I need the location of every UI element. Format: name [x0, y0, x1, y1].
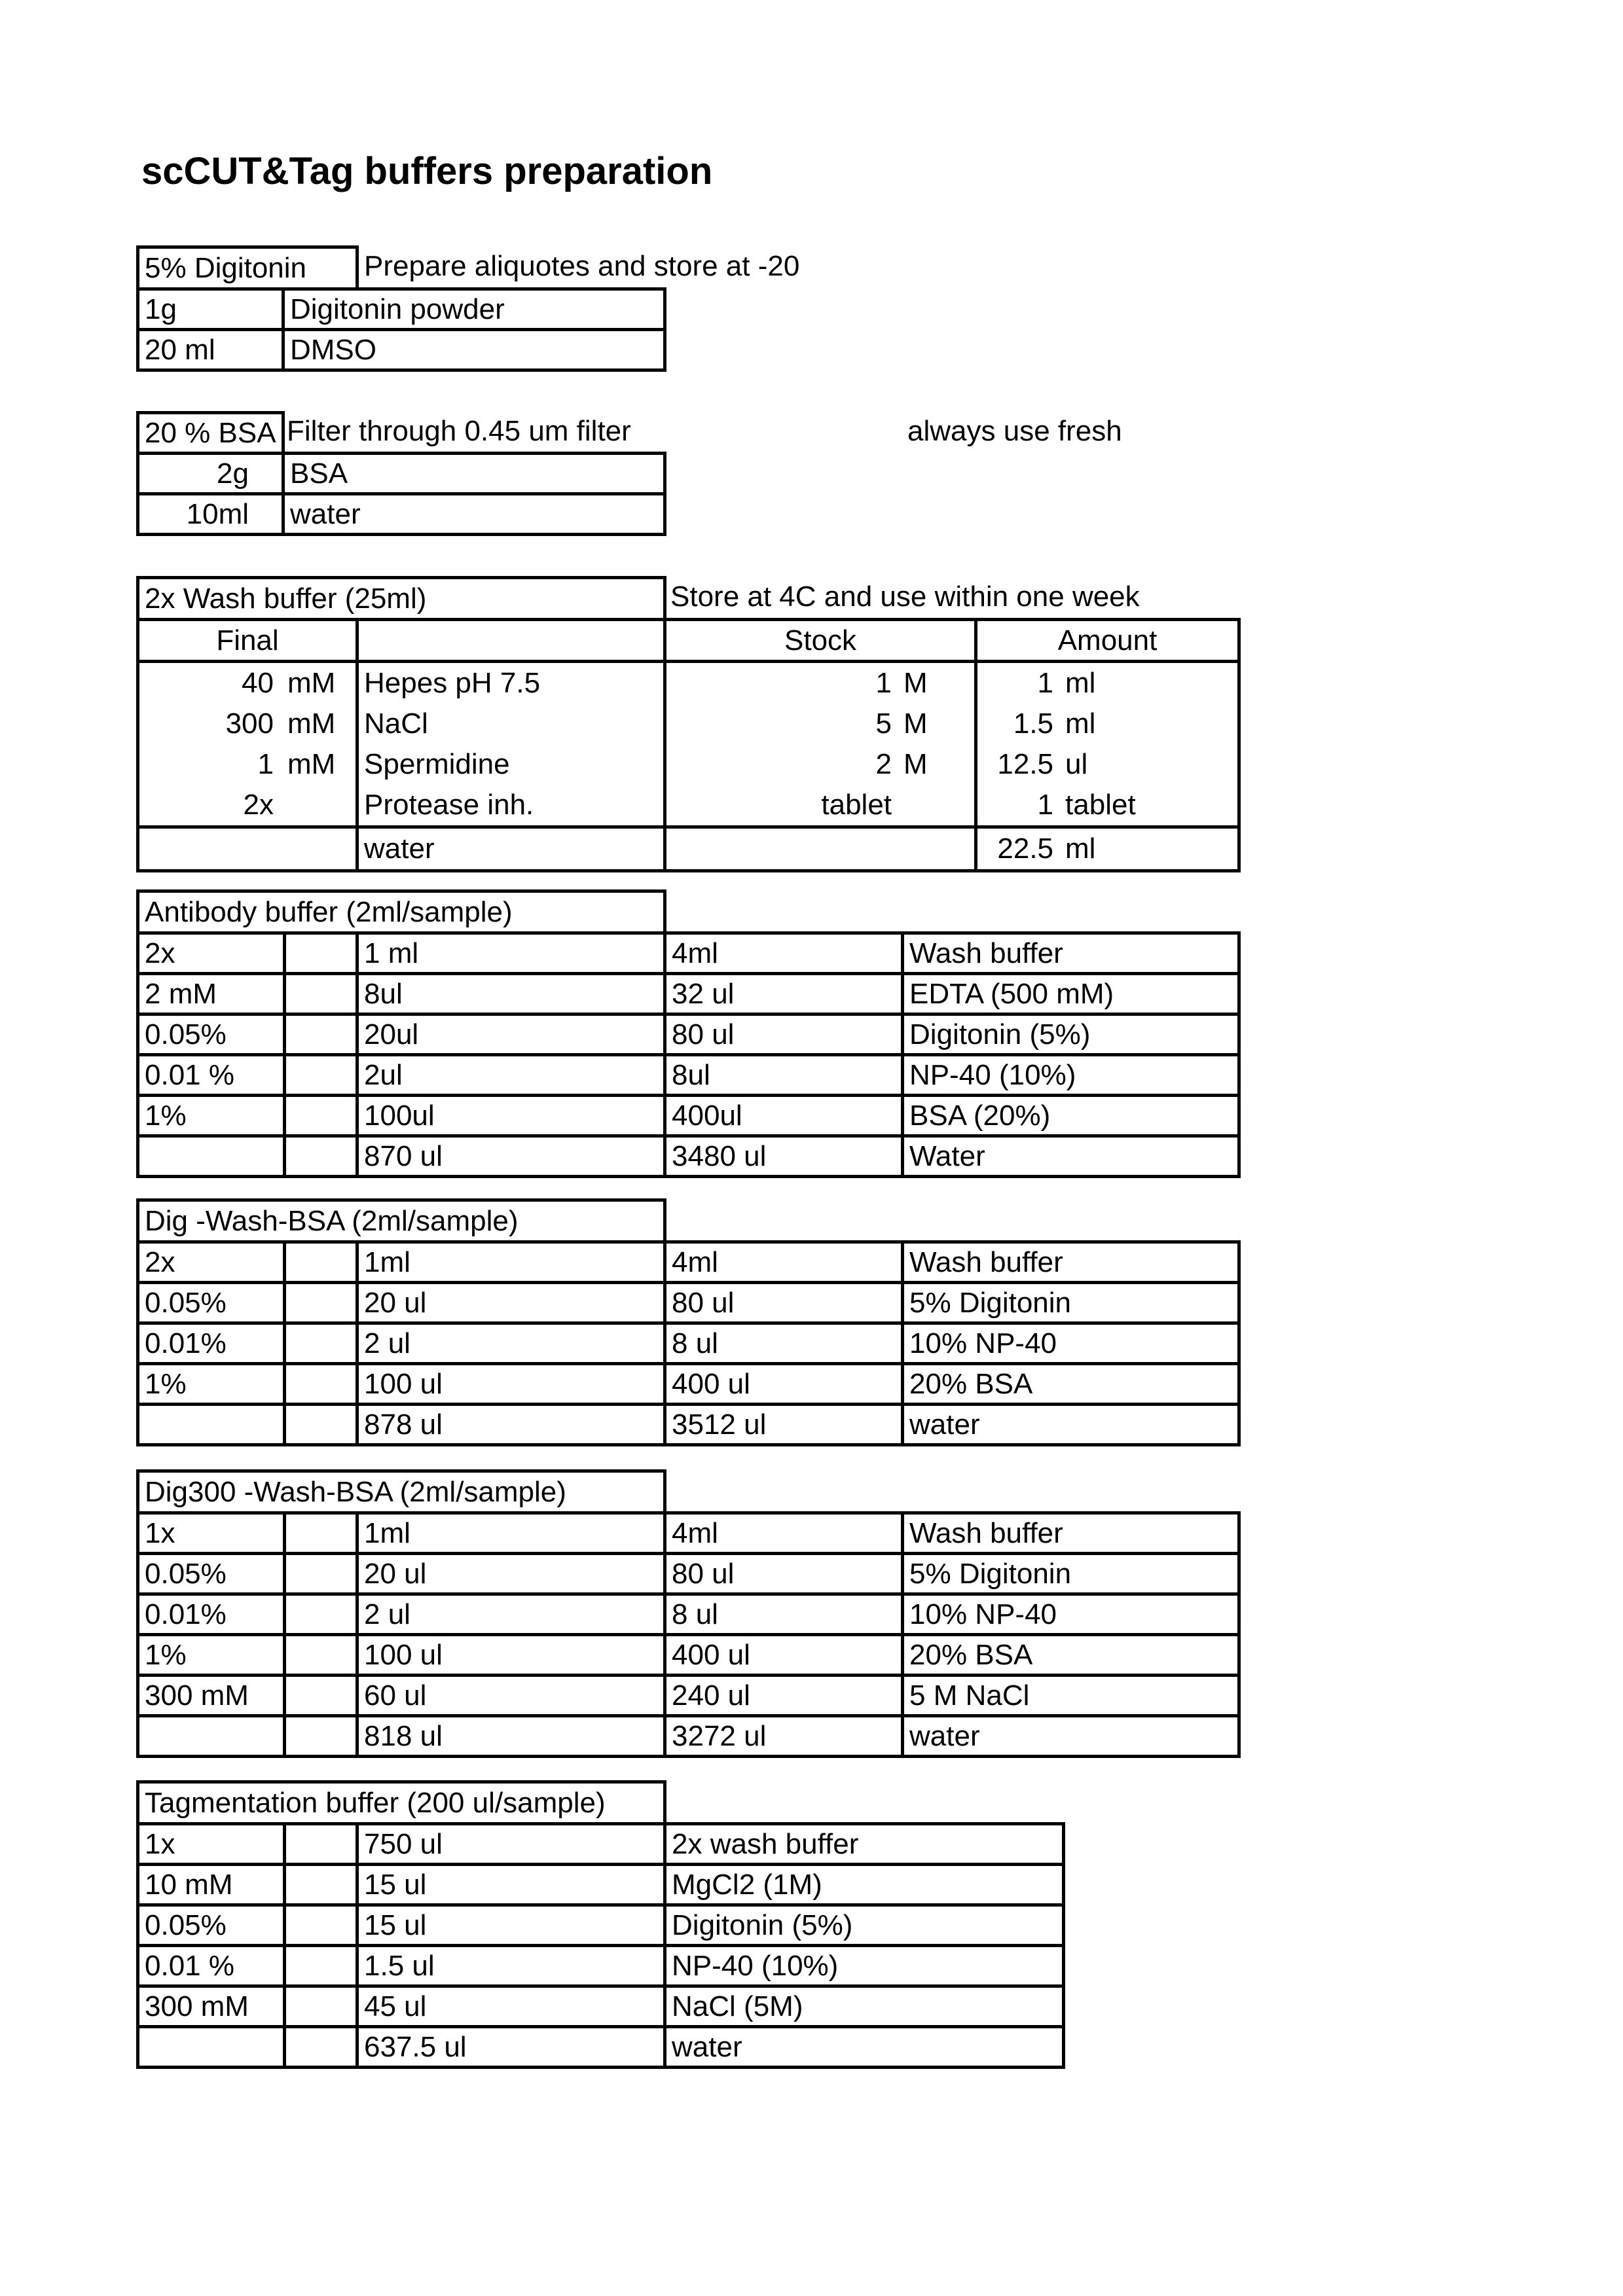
- cell-vol-4x: 400 ul: [665, 1364, 903, 1405]
- table-row: [138, 827, 1239, 871]
- table-title-cell: 2x Wash buffer (25ml): [138, 578, 665, 620]
- table-title-cell: Tagmentation buffer (200 ul/sample): [138, 1782, 665, 1824]
- amount-unit: tablet: [1065, 789, 1136, 821]
- table-row: [138, 1824, 1064, 1865]
- cell-reagent: Water: [903, 1136, 1239, 1177]
- table-row: [138, 1513, 1239, 1554]
- stock-value: tablet: [821, 789, 892, 821]
- cell-reagent: 20% BSA: [903, 1364, 1239, 1405]
- cell-vol-2ml: 20 ul: [357, 1554, 665, 1594]
- table-row: [138, 1055, 1239, 1096]
- cell-reagent: water: [903, 1405, 1239, 1445]
- cell-conc: 0.01%: [138, 1594, 285, 1635]
- cell-vol-2ml: 870 ul: [357, 1136, 665, 1177]
- cell-vol-2ml: 2ul: [357, 1055, 665, 1096]
- reagent-line: [359, 663, 663, 704]
- antibody-buffer-table: [136, 889, 1241, 1178]
- cell-spacer: [285, 1635, 357, 1676]
- cell-reagent: MgCl2 (1M): [665, 1865, 1064, 1905]
- cell-spacer: [285, 1283, 357, 1323]
- table-row: [138, 1323, 1239, 1364]
- cell-reagent: 20% BSA: [903, 1635, 1239, 1676]
- table-row: [138, 289, 665, 330]
- table-title-cell: Dig -Wash-BSA (2ml/sample): [138, 1200, 665, 1242]
- table-row: [138, 1986, 1064, 2027]
- reagent-line: [359, 704, 663, 744]
- cell-spacer: [285, 1136, 357, 1177]
- cell-reagent: 2x wash buffer: [665, 1824, 1064, 1865]
- wash-buffer-table: [136, 576, 1241, 872]
- cell-vol-4x: 3480 ul: [665, 1136, 903, 1177]
- cell-vol-4x: 32 ul: [665, 974, 903, 1014]
- bsa-filter-note: Filter through 0.45 um filter: [287, 415, 631, 447]
- table-row: [138, 454, 665, 494]
- cell-empty: [665, 1471, 1239, 1513]
- table-row: [138, 247, 665, 289]
- cell-vol-4x: 8 ul: [665, 1594, 903, 1635]
- cell-empty: [357, 620, 665, 662]
- cell-stock-block: [665, 662, 976, 827]
- stock-line: [666, 704, 974, 744]
- cell-vol-2ml: 20ul: [357, 1014, 665, 1055]
- cell-reagent: Wash buffer: [903, 1513, 1239, 1554]
- cell-reagent: Wash buffer: [903, 933, 1239, 974]
- cell-vol-2ml: 100 ul: [357, 1364, 665, 1405]
- table-row: [138, 1283, 1239, 1323]
- stock-value: 1: [875, 667, 892, 699]
- final-line: [139, 785, 356, 825]
- table-row: [138, 1782, 1064, 1824]
- amount-value: 12.5: [997, 748, 1054, 780]
- cell-spacer: [285, 1096, 357, 1136]
- cell-conc: 1x: [138, 1824, 285, 1865]
- table-row: [138, 1136, 1239, 1177]
- cell-vol-2ml: 20 ul: [357, 1283, 665, 1323]
- table-row: [138, 662, 1239, 827]
- cell-spacer: [285, 1323, 357, 1364]
- table-row: [138, 1364, 1239, 1405]
- cell-conc: 0.05%: [138, 1283, 285, 1323]
- cell-reagent: 5% Digitonin: [903, 1554, 1239, 1594]
- cell-reagent: Digitonin powder: [283, 289, 665, 330]
- cell-vol-4x: 400ul: [665, 1096, 903, 1136]
- cell-conc: [138, 1405, 285, 1445]
- stock-unit: M: [903, 708, 928, 740]
- cell-empty: [665, 891, 1239, 933]
- cell-spacer: [285, 1676, 357, 1716]
- cell-vol-4x: 4ml: [665, 933, 903, 974]
- table-row: [138, 578, 1239, 620]
- cell-reagent: 10% NP-40: [903, 1323, 1239, 1364]
- cell-spacer: [285, 1513, 357, 1554]
- cell-spacer: [285, 1986, 357, 2027]
- cell-vol-4x: 240 ul: [665, 1676, 903, 1716]
- cell-reagent: NP-40 (10%): [903, 1055, 1239, 1096]
- final-value: 40: [242, 667, 274, 699]
- amount-line: [977, 704, 1237, 744]
- cell-vol-2ml: 100 ul: [357, 1635, 665, 1676]
- bsa-table: [136, 411, 666, 536]
- reagent: NaCl: [364, 708, 428, 740]
- cell-vol-2ml: 818 ul: [357, 1716, 665, 1757]
- header-amount: Amount: [976, 620, 1239, 662]
- table-row: [138, 413, 665, 454]
- cell-empty: [665, 827, 976, 871]
- table-row: [138, 1096, 1239, 1136]
- cell-spacer: [285, 1946, 357, 1986]
- final-line: [139, 744, 356, 785]
- header-stock: Stock: [665, 620, 976, 662]
- cell-amount: 20 ml: [138, 330, 283, 370]
- cell-spacer: [285, 1905, 357, 1946]
- cell-conc: 0.01 %: [138, 1946, 285, 1986]
- cell-conc: 2 mM: [138, 974, 285, 1014]
- reagent-line: [359, 785, 663, 825]
- cell-conc: 1%: [138, 1364, 285, 1405]
- table-row: [138, 1676, 1239, 1716]
- cell-spacer: [285, 1014, 357, 1055]
- cell-vol-4x: 4ml: [665, 1242, 903, 1283]
- cell-reagent: water: [283, 494, 665, 535]
- stock-line: [666, 744, 974, 785]
- cell-vol-4x: 8ul: [665, 1055, 903, 1096]
- cell-empty: [665, 578, 1239, 620]
- amount-line: [977, 829, 1237, 869]
- cell-reagent: BSA: [283, 454, 665, 494]
- cell-reagent: DMSO: [283, 330, 665, 370]
- cell-amount: 10ml: [138, 494, 283, 535]
- cell-conc: 0.01 %: [138, 1055, 285, 1096]
- table-row: [138, 1716, 1239, 1757]
- dig300-wash-bsa-table: [136, 1469, 1241, 1758]
- cell-final-block: [138, 662, 357, 827]
- cell-conc: [138, 1716, 285, 1757]
- amount-unit: ml: [1065, 833, 1096, 865]
- cell-conc: 10 mM: [138, 1865, 285, 1905]
- cell-vol-4x: 4ml: [665, 1513, 903, 1554]
- cell-spacer: [285, 1824, 357, 1865]
- cell-conc: 0.05%: [138, 1554, 285, 1594]
- stock-unit: M: [903, 748, 928, 780]
- table-title-cell: 20 % BSA: [138, 413, 283, 454]
- header-final: Final: [138, 620, 357, 662]
- table-row: [138, 1200, 1239, 1242]
- cell-empty: [138, 827, 357, 871]
- stock-value: 2: [875, 748, 892, 780]
- table-row: [138, 1405, 1239, 1445]
- cell-spacer: [285, 1865, 357, 1905]
- cell-amount-block: [976, 662, 1239, 827]
- cell-conc: 0.05%: [138, 1014, 285, 1055]
- cell-vol-2ml: 2 ul: [357, 1594, 665, 1635]
- cell-reagent: water: [903, 1716, 1239, 1757]
- cell-vol: 15 ul: [357, 1905, 665, 1946]
- cell-reagent: BSA (20%): [903, 1096, 1239, 1136]
- amount-value: 22.5: [997, 833, 1054, 865]
- final-value: 2x: [243, 789, 274, 821]
- cell-vol-4x: 3512 ul: [665, 1405, 903, 1445]
- stock-value: 5: [875, 708, 892, 740]
- cell-vol-2ml: 8ul: [357, 974, 665, 1014]
- cell-vol: 637.5 ul: [357, 2027, 665, 2068]
- final-value: 300: [225, 708, 274, 740]
- table-row: [138, 1905, 1064, 1946]
- cell-vol-4x: 80 ul: [665, 1014, 903, 1055]
- cell-vol: 45 ul: [357, 1986, 665, 2027]
- final-unit: mM: [287, 708, 336, 740]
- cell-conc: [138, 1136, 285, 1177]
- cell-spacer: [285, 1405, 357, 1445]
- cell-conc: [138, 2027, 285, 2068]
- cell-reagent: 5 M NaCl: [903, 1676, 1239, 1716]
- cell-vol-2ml: 60 ul: [357, 1676, 665, 1716]
- bsa-fresh-note: always use fresh: [907, 415, 1122, 447]
- cell-reagent: Digitonin (5%): [903, 1014, 1239, 1055]
- cell-conc: 300 mM: [138, 1986, 285, 2027]
- cell-conc: 0.05%: [138, 1905, 285, 1946]
- stock-unit: M: [903, 667, 928, 699]
- cell-conc: 1%: [138, 1635, 285, 1676]
- table-row: [138, 1635, 1239, 1676]
- cell-spacer: [285, 2027, 357, 2068]
- reagent: Spermidine: [364, 748, 510, 780]
- cell-empty: [665, 1200, 1239, 1242]
- table-row: [138, 1242, 1239, 1283]
- cell-conc: 2x: [138, 933, 285, 974]
- cell-conc: 2x: [138, 1242, 285, 1283]
- cell-spacer: [285, 1242, 357, 1283]
- cell-amount: 1g: [138, 289, 283, 330]
- cell-amount: [976, 827, 1239, 871]
- reagent: Hepes pH 7.5: [364, 667, 541, 699]
- cell-reagent: 5% Digitonin: [903, 1283, 1239, 1323]
- table-row: [138, 891, 1239, 933]
- cell-reagent-block: [357, 662, 665, 827]
- cell-vol-4x: 8 ul: [665, 1323, 903, 1364]
- cell-reagent: water: [665, 2027, 1064, 2068]
- cell-conc: 1x: [138, 1513, 285, 1554]
- final-unit: mM: [287, 667, 336, 699]
- cell-conc: 300 mM: [138, 1676, 285, 1716]
- cell-vol-4x: 3272 ul: [665, 1716, 903, 1757]
- cell-empty: [283, 413, 665, 454]
- tagmentation-buffer-table: [136, 1780, 1065, 2069]
- cell-conc: 0.01%: [138, 1323, 285, 1364]
- cell-vol-2ml: 1ml: [357, 1242, 665, 1283]
- digitonin-note: Prepare aliquotes and store at -20: [364, 250, 800, 282]
- cell-reagent: NaCl (5M): [665, 1986, 1064, 2027]
- cell-spacer: [285, 1594, 357, 1635]
- cell-empty: [665, 1782, 1064, 1824]
- table-row: [138, 1865, 1064, 1905]
- table-row: [138, 1594, 1239, 1635]
- table-row: [138, 2027, 1064, 2068]
- cell-spacer: [285, 974, 357, 1014]
- dig-wash-bsa-table: [136, 1198, 1241, 1446]
- cell-vol-2ml: 100ul: [357, 1096, 665, 1136]
- page-title: scCUT&Tag buffers preparation: [141, 150, 713, 192]
- table-row: [138, 1946, 1064, 1986]
- cell-vol-2ml: 1 ml: [357, 933, 665, 974]
- table-title-cell: Antibody buffer (2ml/sample): [138, 891, 665, 933]
- cell-reagent: water: [357, 827, 665, 871]
- cell-vol-4x: 80 ul: [665, 1554, 903, 1594]
- cell-spacer: [285, 1364, 357, 1405]
- cell-vol-4x: 400 ul: [665, 1635, 903, 1676]
- final-line: [139, 704, 356, 744]
- amount-value: 1: [1037, 789, 1054, 821]
- table-row: [138, 1014, 1239, 1055]
- cell-vol-4x: 80 ul: [665, 1283, 903, 1323]
- cell-reagent: Wash buffer: [903, 1242, 1239, 1283]
- table-row: [138, 933, 1239, 974]
- amount-value: 1: [1037, 667, 1054, 699]
- cell-spacer: [285, 1055, 357, 1096]
- table-row: [138, 1471, 1239, 1513]
- table-row: [138, 494, 665, 535]
- table-row: [138, 330, 665, 370]
- amount-unit: ul: [1065, 748, 1088, 780]
- reagent: Protease inh.: [364, 789, 534, 821]
- final-line: [139, 663, 356, 704]
- cell-vol: 750 ul: [357, 1824, 665, 1865]
- cell-reagent: EDTA (500 mM): [903, 974, 1239, 1014]
- cell-spacer: [285, 933, 357, 974]
- amount-value: 1.5: [1013, 708, 1054, 740]
- cell-reagent: 10% NP-40: [903, 1594, 1239, 1635]
- table-title-cell: 5% Digitonin: [138, 247, 357, 289]
- amount-unit: ml: [1065, 667, 1096, 699]
- cell-vol-2ml: 1ml: [357, 1513, 665, 1554]
- cell-reagent: Digitonin (5%): [665, 1905, 1064, 1946]
- cell-vol-2ml: 2 ul: [357, 1323, 665, 1364]
- amount-line: [977, 785, 1237, 825]
- final-value: 1: [257, 748, 274, 780]
- cell-spacer: [285, 1554, 357, 1594]
- reagent-line: [359, 744, 663, 785]
- table-row: [138, 1554, 1239, 1594]
- wash-store-note: Store at 4C and use within one week: [670, 581, 1140, 613]
- cell-amount: 2g: [138, 454, 283, 494]
- stock-line: [666, 663, 974, 704]
- cell-empty: [357, 247, 665, 289]
- cell-reagent: NP-40 (10%): [665, 1946, 1064, 1986]
- cell-conc: 1%: [138, 1096, 285, 1136]
- amount-line: [977, 663, 1237, 704]
- amount-unit: ml: [1065, 708, 1096, 740]
- table-title-cell: Dig300 -Wash-BSA (2ml/sample): [138, 1471, 665, 1513]
- table-row: [138, 974, 1239, 1014]
- digitonin-table: [136, 245, 666, 372]
- amount-line: [977, 744, 1237, 785]
- cell-vol-2ml: 878 ul: [357, 1405, 665, 1445]
- cell-vol: 1.5 ul: [357, 1946, 665, 1986]
- table-row: [138, 620, 1239, 662]
- final-unit: mM: [287, 748, 336, 780]
- stock-line: [666, 785, 974, 825]
- cell-spacer: [285, 1716, 357, 1757]
- cell-vol: 15 ul: [357, 1865, 665, 1905]
